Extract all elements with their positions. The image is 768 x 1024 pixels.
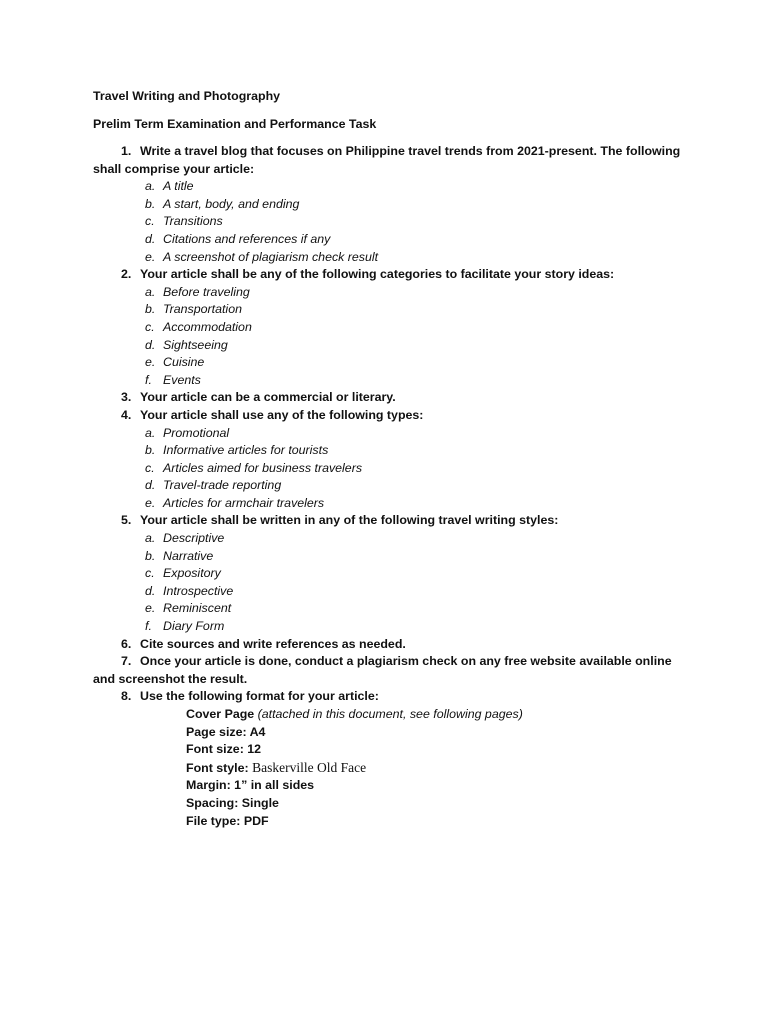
item-text: Write a travel blog that focuses on Philippine travel trends from 2021-present. The following [140,144,681,158]
item-number: 4. [121,407,132,422]
sub-item-letter: f. [145,372,152,387]
font-style-value: Baskerville Old Face [252,759,367,775]
sub-item-letter: c. [145,566,155,581]
sub-item-text: Expository [163,566,221,581]
item-number: 2. [121,267,132,282]
sub-item-letter: b. [145,443,156,458]
item-text: Your article shall be written in any of the following travel writing styles: [140,513,559,528]
sub-item-letter: e. [145,355,156,370]
list-item [93,636,683,654]
item-text: Once your article is done, conduct a plagiarism check on any free website available online [140,654,672,669]
sub-item-letter: a. [145,179,156,194]
format-font-style [93,759,683,778]
sub-item-letter: a. [145,531,156,546]
sub-item [93,196,683,214]
sub-item-letter: c. [145,460,155,475]
sub-item-text: Introspective [163,583,234,598]
sub-item-text: Travel-trade reporting [163,478,282,493]
sub-item-letter: d. [145,478,156,493]
item-number: 3. [121,390,132,405]
document-title: Travel Writing and Photography [93,89,281,103]
list-item [93,143,683,178]
cover-page-note: (attached in this document, see following pages) [257,707,523,721]
list-item [93,653,683,688]
sub-item-text: Diary Form [163,619,225,634]
list-item [93,266,683,284]
list-item [93,389,683,407]
sub-item [93,495,683,513]
sub-item-letter: a. [145,284,156,299]
item-text: Cite sources and write references as needed. [140,636,406,651]
sub-item [93,530,683,548]
sub-item [93,319,683,337]
sub-item-text: Citations and references if any [163,231,331,246]
sub-item [93,354,683,372]
sub-item [93,231,683,249]
sub-item [93,477,683,495]
sub-item [93,565,683,583]
item-number: 7. [121,654,132,669]
list-item [93,512,683,530]
sub-item [93,178,683,196]
item-text-continued: shall comprise your article: [93,161,255,176]
sub-item [93,583,683,601]
sub-item-text: Reminiscent [163,601,232,616]
sub-item-letter: d. [145,583,156,598]
sub-item-letter: e. [145,601,156,616]
item-text: Use the following format for your article: [140,689,379,704]
sub-item-letter: e. [145,495,156,510]
sub-item [93,301,683,319]
sub-item-text: Promotional [163,425,230,440]
instructions-list [93,143,683,830]
sub-item-letter: b. [145,196,156,211]
item-text: Your article can be a commercial or literary. [140,390,396,405]
item-number: 8. [121,689,132,704]
item-number: 5. [121,513,132,528]
sub-item [93,425,683,443]
sub-item-text: Descriptive [163,531,225,546]
sub-item-letter: b. [145,548,156,563]
sub-item-letter: d. [145,337,156,352]
sub-item-text: Cuisine [163,355,205,370]
item-text: Your article shall use any of the following types: [140,407,424,422]
list-item [93,407,683,425]
sub-item-letter: b. [145,302,156,317]
document-subtitle: Prelim Term Examination and Performance Task [93,117,377,131]
sub-item [93,460,683,478]
sub-item [93,284,683,302]
sub-item [93,618,683,636]
sub-item-text: Articles aimed for business travelers [163,460,363,475]
item-number: 6. [121,636,132,651]
font-style-label: Font style: [186,760,249,775]
item-number: 1. [121,144,132,158]
sub-item-text: Transitions [163,214,223,229]
format-file-type: File type: PDF [186,813,269,828]
sub-item [93,337,683,355]
sub-item-letter: f. [145,619,152,634]
item-text-continued: and screenshot the result. [93,671,248,686]
format-cover-page [93,706,683,724]
format-spacing: Spacing: Single [186,795,279,810]
sub-item-text: Before traveling [163,284,250,299]
sub-item-text: A screenshot of plagiarism check result [163,249,379,264]
sub-item-text: Sightseeing [163,337,228,352]
sub-item-letter: a. [145,425,156,440]
sub-item [93,213,683,231]
sub-item [93,548,683,566]
sub-item-text: Narrative [163,548,214,563]
sub-item-text: Events [163,372,201,387]
format-page-size: Page size: A4 [186,724,266,739]
sub-item-text: A start, body, and ending [163,196,300,211]
sub-item [93,249,683,267]
sub-item-letter: c. [145,214,155,229]
sub-item-letter: c. [145,319,155,334]
list-item [93,688,683,706]
sub-item [93,442,683,460]
sub-item [93,600,683,618]
cover-page-label: Cover Page [186,707,255,721]
sub-item-text: Transportation [163,302,242,317]
sub-item-text: Accommodation [163,319,252,334]
sub-item-text: A title [163,179,194,194]
sub-item-text: Informative articles for tourists [163,443,329,458]
format-font-size: Font size: 12 [186,742,262,757]
item-text: Your article shall be any of the following categories to facilitate your story ideas: [140,267,615,282]
format-margin: Margin: 1” in all sides [186,778,315,793]
sub-item-letter: e. [145,249,156,264]
sub-item [93,372,683,390]
sub-item-text: Articles for armchair travelers [163,495,325,510]
sub-item-letter: d. [145,231,156,246]
